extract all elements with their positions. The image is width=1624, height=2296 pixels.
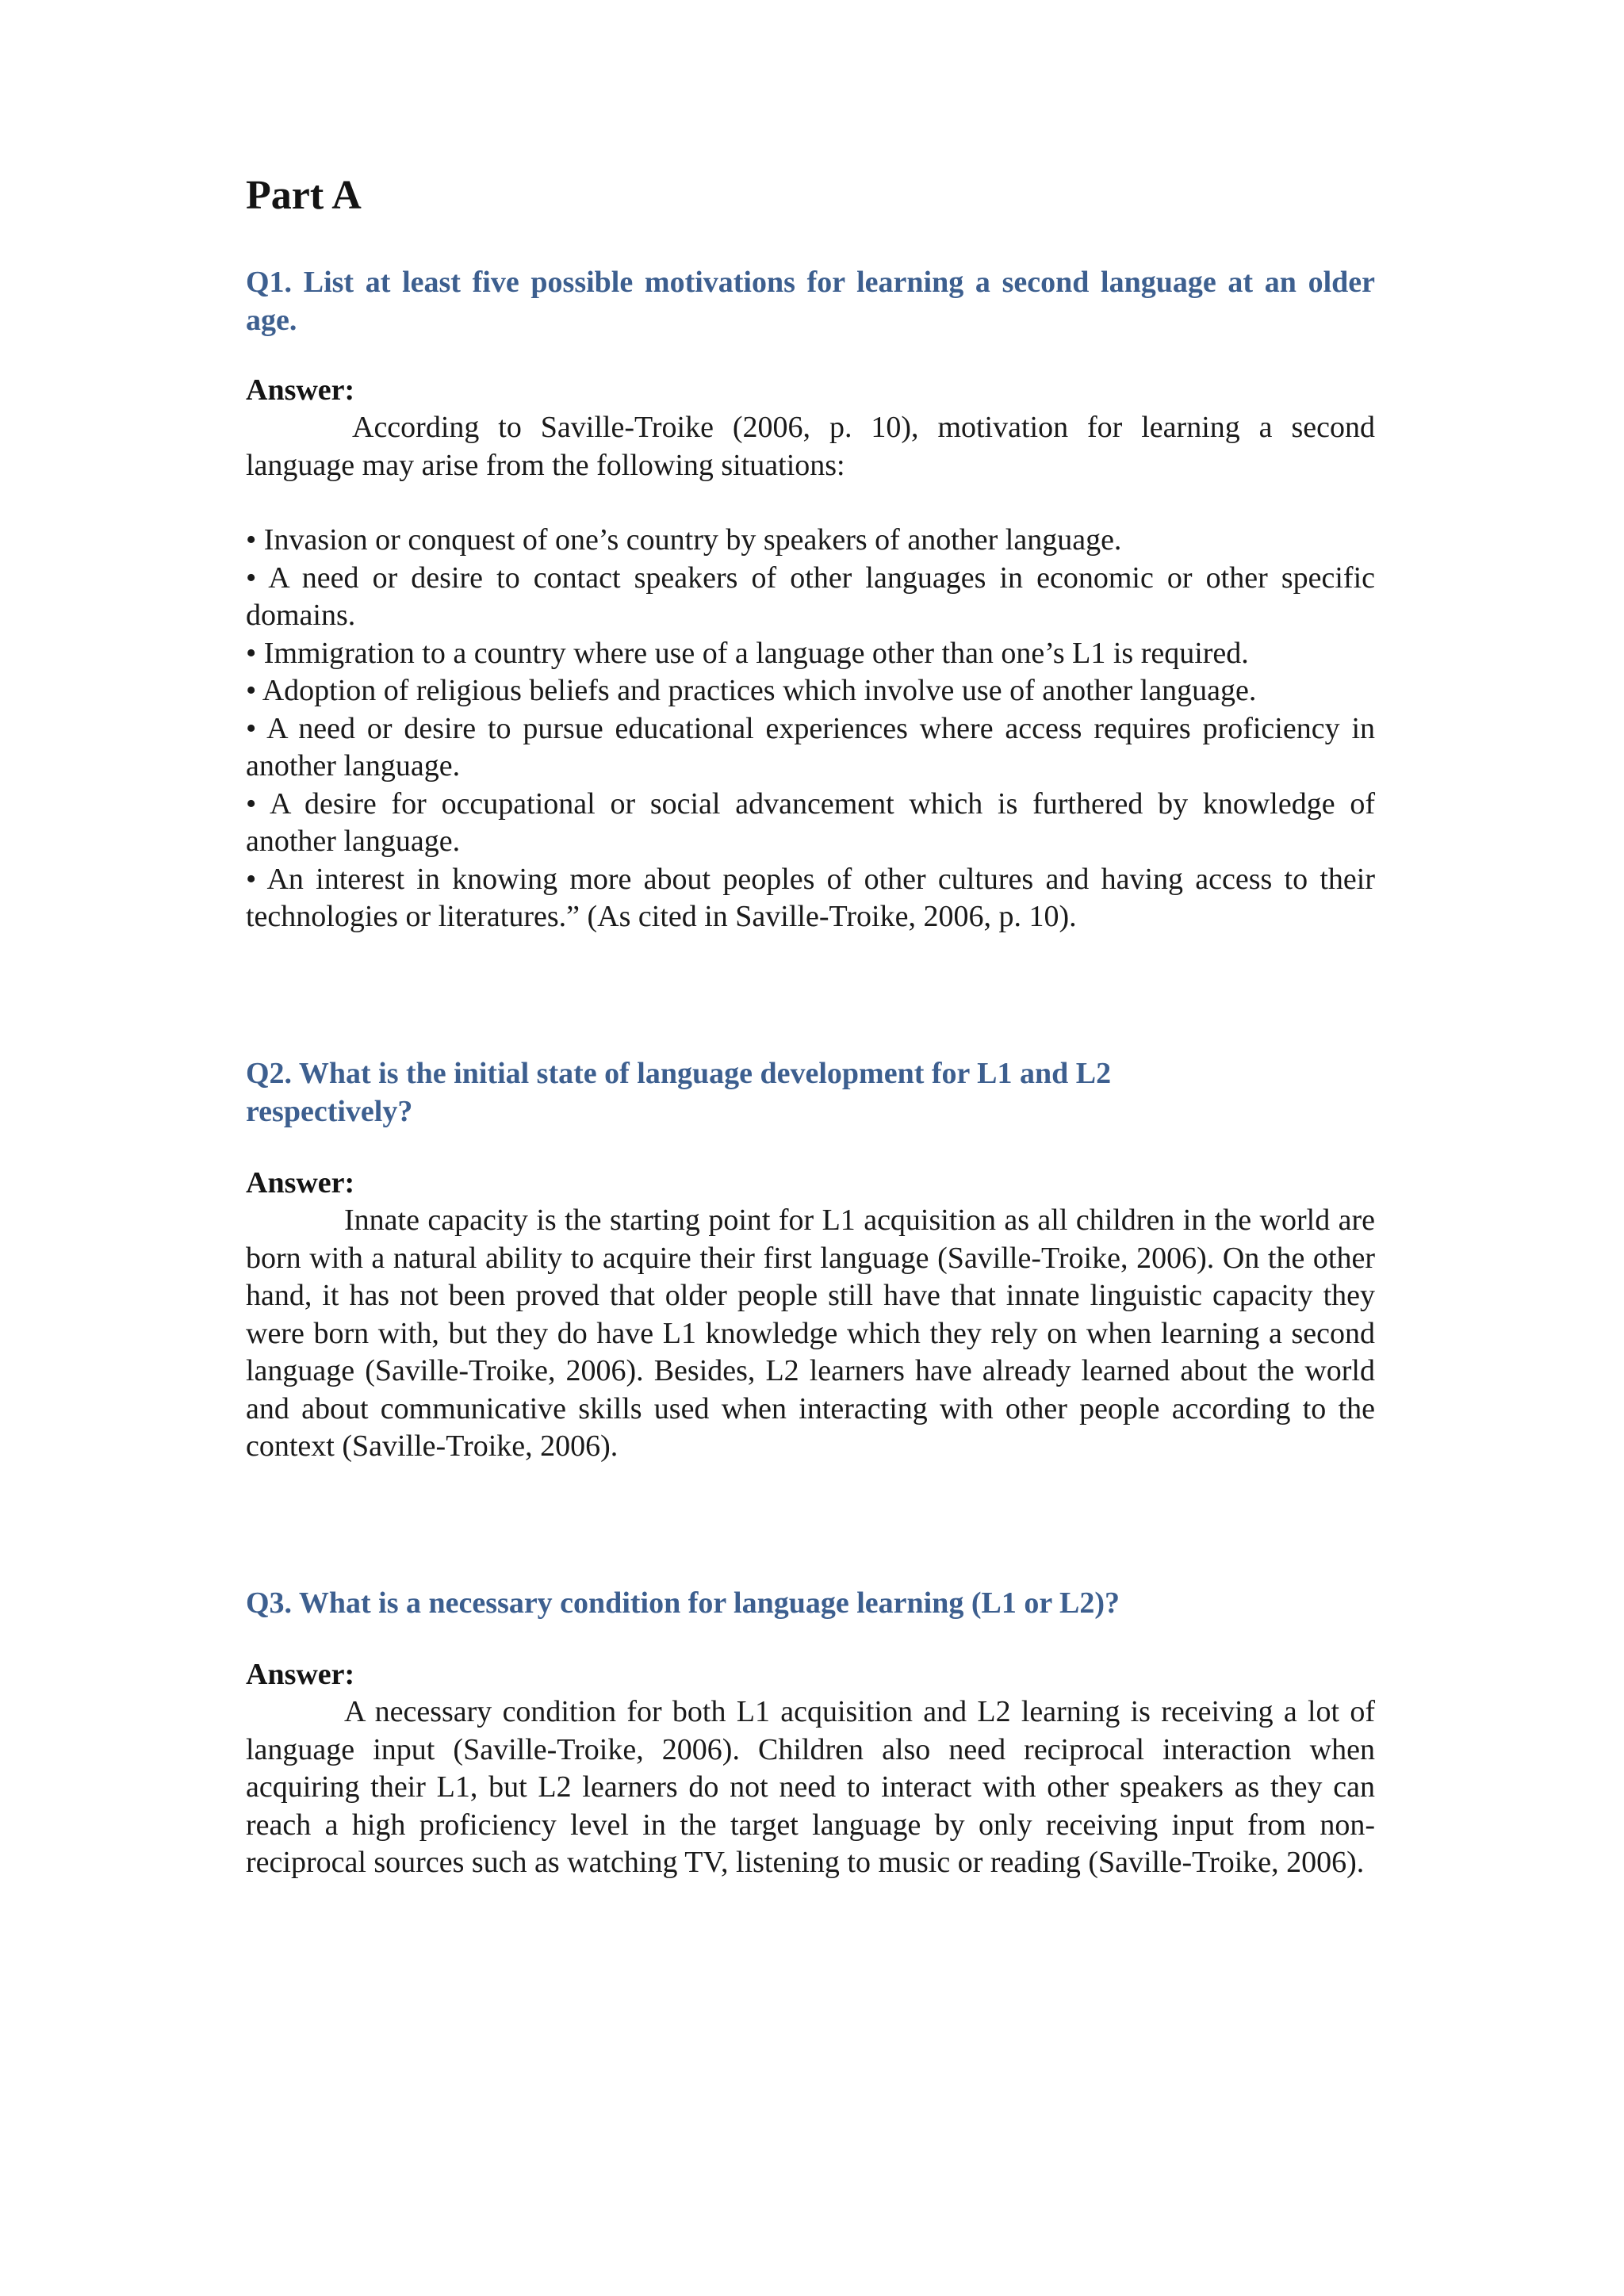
answer-1-label: Answer: (246, 373, 355, 407)
list-item: • Adoption of religious beliefs and practices which involve use of another language. (246, 674, 1257, 707)
question-3-heading: Q3. What is a necessary condition for language learning (L1 or L2)? (246, 1586, 1120, 1620)
list-item: • Immigration to a country where use of a language other than one’s L1 is required. (246, 636, 1249, 670)
list-item: • An interest in knowing more about peoples of other cultures and having access to their technologies or literatures.” (As cited in Saville-Troike, 2006, p. 10). (246, 862, 1375, 933)
list-item: • A desire for occupational or social advancement which is furthered by knowledge of another language. (246, 786, 1375, 858)
answer-3-body: A necessary condition for both L1 acquisition and L2 learning is receiving a lot of language input (Saville-Troike, 2006). Children also need reciprocal interaction when acquiring their L1, but L2 learners do not need to interact with other speakers as they can reach a high proficiency level in the target language by only receiving input from non-reciprocal sources such as watching TV, listening to music or reading (Saville-Troike, 2006). (246, 1695, 1375, 1879)
answer-1-intro: According to Saville-Troike (2006, p. 10), motivation for learning a second language may arise from the following situations: (246, 411, 1375, 482)
question-section-2 (246, 1054, 1375, 1466)
answer-2-label: Answer: (246, 1166, 355, 1200)
question-2-heading: Q2. What is the initial state of language development for L1 and L2 respectively? (246, 1057, 1112, 1128)
document-page (246, 170, 1375, 1879)
motivation-list (246, 522, 1375, 936)
answer-3-label: Answer: (246, 1658, 355, 1691)
list-item: • A need or desire to contact speakers of other languages in economic or other specific domains. (246, 561, 1375, 632)
question-section-1 (246, 263, 1375, 936)
list-item: • Invasion or conquest of one’s country by speakers of another language. (246, 523, 1122, 557)
question-1-heading: Q1. List at least five possible motivations for learning a second language at an older age. (246, 266, 1375, 337)
answer-2-body: Innate capacity is the starting point for L1 acquisition as all children in the world are born with a natural ability to acquire their first language (Saville-Troike, 2006). On the other hand, it has not been proved that older people still have that innate linguistic capacity they were born with, but they do have L1 knowledge which they rely on when learning a second language (Saville-Troike, 2006). Besides, L2 learners have already learned about the world and about communicative skills used when interacting with other people according to the context (Saville-Troike, 2006). (246, 1203, 1375, 1463)
question-section-3 (246, 1584, 1375, 1882)
page-title: Part A (246, 173, 362, 218)
list-item: • A need or desire to pursue educational experiences where access requires proficiency in another language. (246, 711, 1375, 783)
